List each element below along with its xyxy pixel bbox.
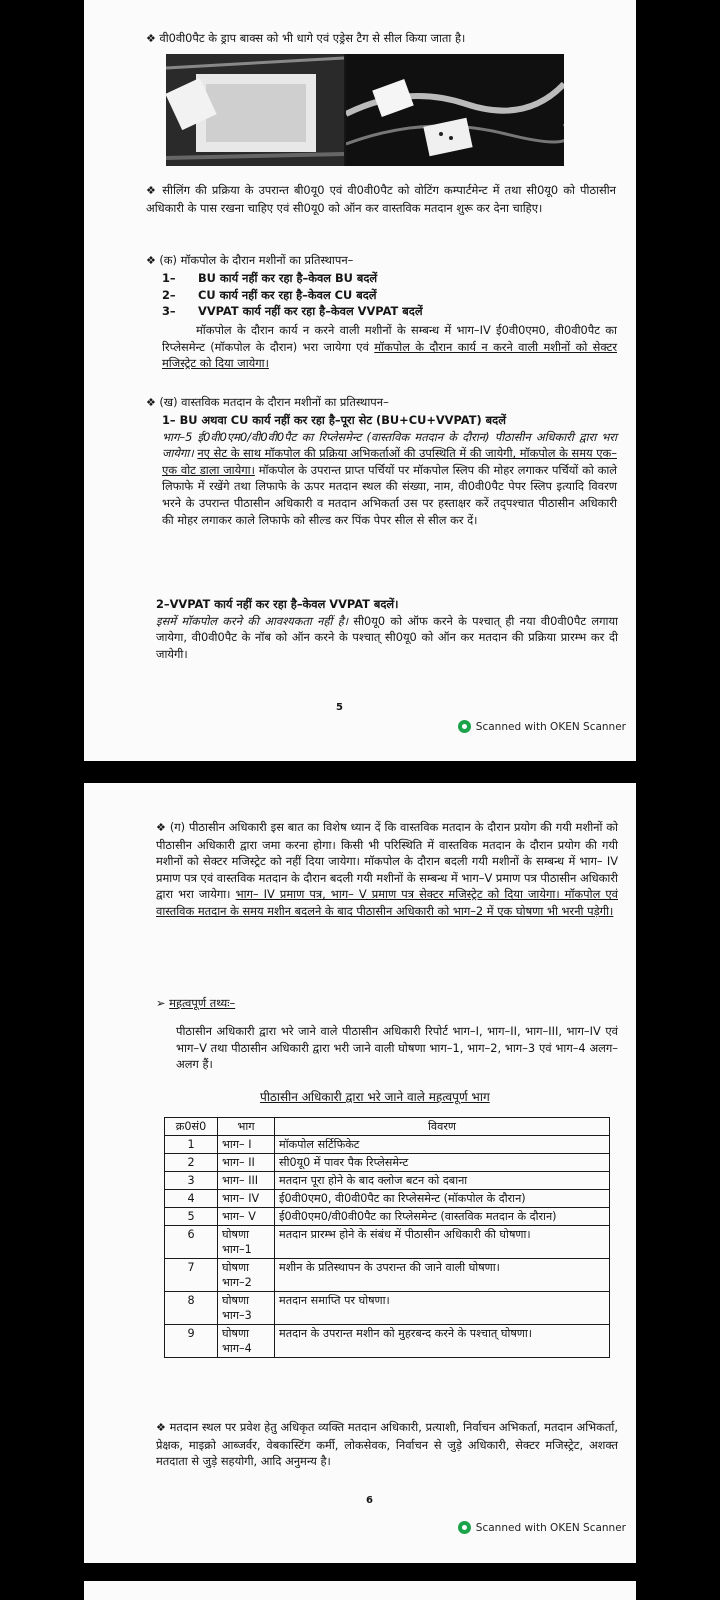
table-header-row bbox=[165, 1118, 610, 1136]
table-row: 4 भाग– IV ई0वी0एम0, वी0वी0पैट का रिप्लेसमेन्ट (मॉकपोल के दौरान) bbox=[165, 1190, 610, 1208]
header-serial: क्र0सं0 bbox=[165, 1118, 218, 1136]
page-number: 6 bbox=[366, 1495, 373, 1506]
section-ka-list bbox=[162, 270, 612, 320]
bullet-sealing: ❖ सीलिंग की प्रक्रिया के उपरान्त बी0यू0 एवं वी0वी0पैट को वोटिंग कम्पार्टमेन्ट में तथा सी0यू0 को पीठासीन अधिकारी के पास रखना चाहिए एवं सी0यू0 को ऑन कर वास्तविक मतदान शुरू कर देना चाहिए। bbox=[146, 182, 616, 216]
list-item: 1– BU कार्य नहीं कर रहा है–केवल BU बदलें bbox=[162, 271, 378, 285]
arrow-bullet-icon: ➢ bbox=[156, 996, 170, 1010]
section-ga-paragraph: ❖ (ग) पीठासीन अधिकारी इस बात का विशेष ध्यान दें कि वास्तविक मतदान के दौरान प्रयोग की गयी मशीनों को पीठासीन अधिकारी द्वारा जमा करना होगा। किसी भी परिस्थिति में वास्तविक मतदान के दौरान प्रयोग की गयी मशीनों को सेक्टर मजिस्ट्रेट को नहीं दिया जायेगा। मॉकपोल के दौरान बदली गयी मशीनों के सम्बन्ध में भाग– IV प्रमाण पत्र एवं वास्तविक मतदान के दौरान बदली गयी मशीनों के सम्बन्ध में भाग–V प्रमाण पत्र पीठासीन अधिकारी द्वारा भरा जायेगा। भाग– IV प्रमाण पत्र, भाग– V प्रमाण पत्र सेक्टर मजिस्ट्रेट को दिया जायेगा। मॉकपोल एवं वास्तविक मतदान के समय मशीन बदलने के बाद पीठासीन अधिकारी को भाग–2 में एक घोषणा भी भरनी पड़ेगी। bbox=[156, 819, 618, 920]
table-row: 3 भाग– III मतदान पूरा होने के बाद क्लोज बटन को दबाना bbox=[165, 1172, 610, 1190]
list-item: 3– VVPAT कार्य नहीं कर रहा है–केवल VVPAT बदलें bbox=[162, 304, 423, 319]
table-row: 9 घोषणा भाग–4 मतदान के उपरान्त मशीन को मुहरबन्द करने के पश्चात् घोषणा। bbox=[165, 1325, 610, 1358]
facts-paragraph: पीठासीन अधिकारी द्वारा भरे जाने वाले पीठासीन अधिकारी रिपोर्ट भाग–I, भाग–II, भाग–III, भाग–IV एवं भाग–V तथा पीठासीन अधिकारी द्वारा भरी जाने वाली घोषणा भाग–1, भाग–2, भाग–3 एवं भाग–4 अलग–अलग हैं। bbox=[176, 1024, 618, 1072]
table-row: 6 घोषणा भाग–1 मतदान प्रारम्भ होने के संबंध में पीठासीन अधिकारी की घोषणा। bbox=[165, 1226, 610, 1259]
document-page-5 bbox=[84, 0, 636, 761]
header-part: भाग bbox=[218, 1118, 275, 1136]
table-row: 1 भाग– I मॉकपोल सर्टिफिकेट bbox=[165, 1136, 610, 1154]
table-row: 2 भाग– II सी0यू0 में पावर पैक रिप्लेसमेन्ट bbox=[165, 1154, 610, 1172]
section-kha-heading: ❖ (ख) वास्तविक मतदान के दौरान मशीनों का प्रतिस्थापन– bbox=[146, 394, 616, 412]
dropbox-sealing-image bbox=[166, 54, 344, 166]
entry-bullet: ❖ मतदान स्थल पर प्रवेश हेतु अधिकृत व्यक्ति मतदान अधिकारी, प्रत्याशी, निर्वाचन अभिकर्ता, मतदान अभिकर्ता, प्रेक्षक, माइक्रो आब्जर्वर, वेबकास्टिंग कर्मी, लोकसेवक, निर्वाचन से जुड़े अधिकारी, सेक्टर मजिस्ट्रेट, अशक्त मतदाता से जुड़े सहयोगी, आदि अनुमन्य है। bbox=[156, 1419, 618, 1470]
table-row: 5 भाग– V ई0वी0एम0/वी0वी0पैट का रिप्लेसमेन्ट (वास्तविक मतदान के दौरान) bbox=[165, 1208, 610, 1226]
table-row: 7 घोषणा भाग–2 मशीन के प्रतिस्थापन के उपरान्त की जाने वाली घोषणा। bbox=[165, 1259, 610, 1292]
table-title: पीठासीन अधिकारी द्वारा भरे जाने वाले महत्वपूर्ण भाग bbox=[260, 1090, 490, 1104]
vvpat-dropbox-photo bbox=[166, 54, 564, 166]
header-description: विवरण bbox=[275, 1118, 610, 1136]
address-tag-image bbox=[346, 54, 564, 166]
oken-logo-icon bbox=[458, 720, 471, 733]
oken-logo-icon bbox=[458, 1521, 471, 1534]
scanner-watermark: Scanned with OKEN Scanner bbox=[458, 1521, 626, 1534]
section-kha-paragraph: 1– BU अथवा CU कार्य नहीं कर रहा है–पूरा सेट (BU+CU+VVPAT) बदलें भाग–5 ई0वी0एम0/वी0वी0पैट का रिप्लेसमेन्ट (वास्तविक मतदान के दौरान) पीठासीन अधिकारी द्वारा भरा जायेगा। नए सेट के साथ मॉकपोल की प्रक्रिया अभिकर्ताओं की उपस्थिति में की जायेगी, मॉकपोल के समय एक–एक वोट डाला जायेगा। मॉकपोल के उपरान्त प्राप्त पर्चियों पर मॉकपोल स्लिप की मोहर लगाकर पर्चियों को काले लिफाफे में रखेंगे तथा लिफाफे के ऊपर मतदान स्थल की संख्या, नाम, वी0वी0पैट पेपर स्लिप इत्यादि विवरण भरने के उपरान्त पीठासीन अधिकारी व मतदान अभिकर्ता उस पर हस्ताक्षर करें तद्पश्चात पीठासीन अधिकारी की मोहर लगाकर काले लिफाफे को सील्ड कर पिंक पेपर सील से सील कर दें। bbox=[162, 413, 617, 527]
section-ka-heading: ❖ (क) मॉकपोल के दौरान मशीनों का प्रतिस्थापन– bbox=[146, 252, 616, 270]
facts-heading: ➢ महत्वपूर्ण तथ्यः– bbox=[156, 996, 236, 1010]
vvpat-paragraph: 2–VVPAT कार्य नहीं कर रहा है–केवल VVPAT बदलें। इसमें मॉकपोल करने की आवश्यकता नहीं है। सी0यू0 को ऑफ करने के पश्चात् ही नया वी0वी0पैट लगाया जायेगा, वी0वी0पैट के नॉब को ऑन करने के पश्चात् सी0यू0 को ऑन कर मतदान की प्रक्रिया प्रारम्भ कर दी जायेगी। bbox=[156, 597, 618, 661]
page-number: 5 bbox=[336, 702, 343, 713]
important-parts-table bbox=[164, 1117, 610, 1358]
bullet-dropbox: ❖ वी0वी0पैट के ड्राप बाक्स को भी धागे एवं एड्रेस टैग से सील किया जाता है। bbox=[146, 30, 616, 48]
document-page-6 bbox=[84, 783, 636, 1563]
scanner-watermark: Scanned with OKEN Scanner bbox=[458, 720, 626, 733]
section-ka-paragraph: मॉकपोल के दौरान कार्य न करने वाली मशीनों के सम्बन्ध में भाग–IV ई0वी0एम0, वी0वी0पैट का रिप्लेसमेन्ट (मॉकपोल के दौरान) भरा जायेगा एवं मॉकपोल के दौरान कार्य न करने वाली मशीनों को सेक्टर मजिस्ट्रेट को दिया जायेगा। bbox=[162, 323, 617, 371]
table-row: 8 घोषणा भाग–3 मतदान समाप्ति पर घोषणा। bbox=[165, 1292, 610, 1325]
list-item: 2– CU कार्य नहीं कर रहा है–केवल CU बदलें bbox=[162, 287, 377, 302]
document-page-7-partial bbox=[84, 1581, 636, 1600]
